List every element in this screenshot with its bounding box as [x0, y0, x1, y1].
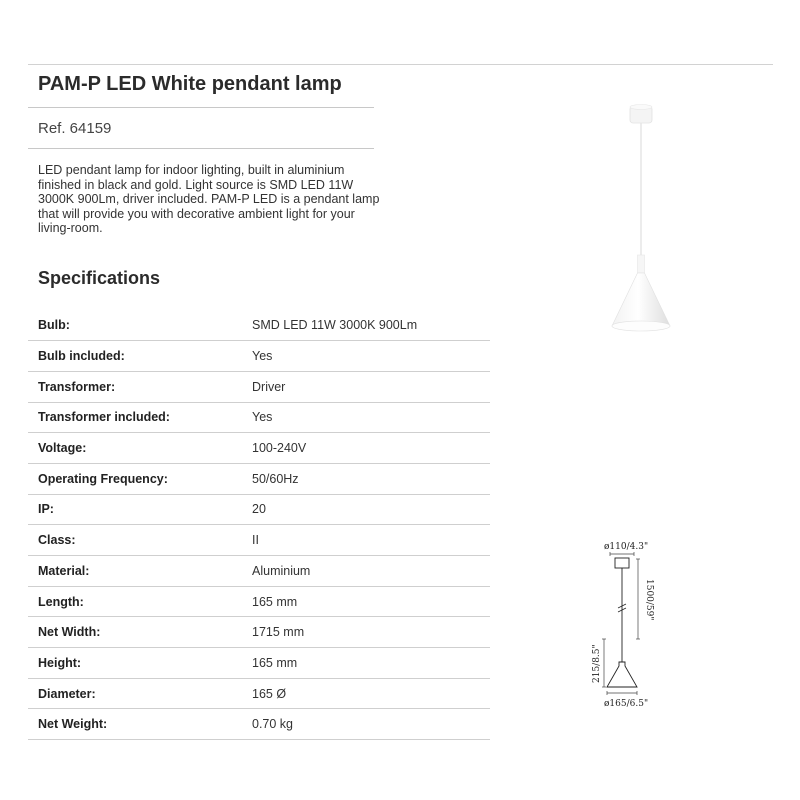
spec-value: 165 mm	[252, 586, 490, 617]
spec-row	[28, 402, 490, 433]
spec-label: Bulb:	[28, 310, 252, 341]
spec-value: II	[252, 525, 490, 556]
spec-label: Operating Frequency:	[28, 463, 252, 494]
spec-value: 100-240V	[252, 433, 490, 464]
spec-row	[28, 678, 490, 709]
specifications-heading: Specifications	[38, 268, 161, 288]
shade-outline	[607, 662, 637, 687]
lamp-shade	[612, 255, 670, 331]
lamp-photo	[585, 100, 685, 345]
spec-value: 165 Ø	[252, 678, 490, 709]
dimension-diagram	[578, 535, 688, 715]
spec-value: 1715 mm	[252, 617, 490, 648]
spec-value: SMD LED 11W 3000K 900Lm	[252, 310, 490, 341]
spec-value: 0.70 kg	[252, 709, 490, 740]
spec-row	[28, 310, 490, 341]
spec-label: Height:	[28, 648, 252, 679]
shade-height-label: 215/8.5"	[592, 644, 602, 683]
spec-value: 50/60Hz	[252, 463, 490, 494]
spec-value: Yes	[252, 341, 490, 372]
product-title: PAM-P LED White pendant lamp	[38, 73, 342, 95]
spec-label: Voltage:	[28, 433, 252, 464]
spec-label: Length:	[28, 586, 252, 617]
shade-diameter-label: ø165/6.5"	[604, 699, 649, 709]
spec-value: Aluminium	[252, 556, 490, 587]
spec-label: Class:	[28, 525, 252, 556]
ceiling-canopy	[630, 105, 652, 124]
spec-row	[28, 463, 490, 494]
spec-row	[28, 556, 490, 587]
canopy-outline	[615, 558, 629, 568]
spec-label: Material:	[28, 556, 252, 587]
spec-label: Transformer included:	[28, 402, 252, 433]
spec-label: IP:	[28, 494, 252, 525]
spec-row	[28, 648, 490, 679]
canopy-diameter-label: ø110/4.3"	[604, 542, 649, 552]
top-divider	[28, 64, 773, 65]
spec-row	[28, 433, 490, 464]
spec-label: Bulb included:	[28, 341, 252, 372]
specifications-table	[28, 310, 490, 740]
spec-label: Transformer:	[28, 371, 252, 402]
cable-length-label: 1500/59"	[644, 579, 654, 621]
spec-row	[28, 586, 490, 617]
spec-value: 165 mm	[252, 648, 490, 679]
title-divider	[28, 107, 374, 108]
spec-row	[28, 341, 490, 372]
spec-label: Net Weight:	[28, 709, 252, 740]
spec-row	[28, 494, 490, 525]
spec-row	[28, 617, 490, 648]
product-description: LED pendant lamp for indoor lighting, built in aluminium finished in black and gold. Light source is SMD LED 11W 3000K 900Lm, driver included. PAM-P LED is a pendant lamp that will provide you with decorative ambient light for your living-room.	[38, 163, 380, 236]
spec-value: 20	[252, 494, 490, 525]
spec-row	[28, 371, 490, 402]
spec-value: Driver	[252, 371, 490, 402]
reference-divider	[28, 148, 374, 149]
spec-label: Diameter:	[28, 678, 252, 709]
spec-value: Yes	[252, 402, 490, 433]
product-reference: Ref. 64159	[38, 120, 112, 137]
spec-row	[28, 709, 490, 740]
spec-label: Net Width:	[28, 617, 252, 648]
spec-row	[28, 525, 490, 556]
